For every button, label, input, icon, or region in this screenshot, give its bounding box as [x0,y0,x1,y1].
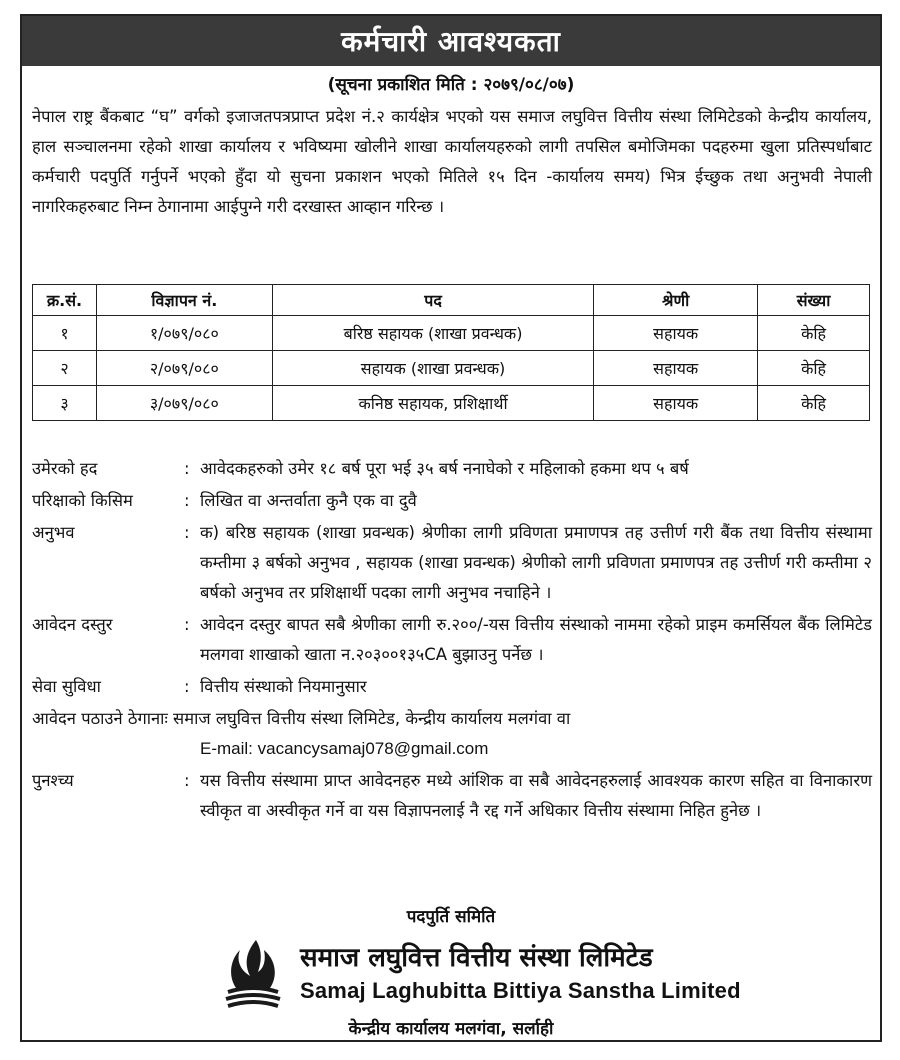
header-count: संख्या [758,285,870,316]
cell-serial: २ [33,351,97,386]
notice-title: कर्मचारी आवश्यकता [22,16,880,66]
cell-count: केहि [758,316,870,351]
cell-serial: १ [33,316,97,351]
detail-label: अनुभव [32,523,75,542]
cell-post: कनिष्ठ सहायक, प्रशिक्षार्थी [272,386,594,421]
header-level: श्रेणी [594,285,758,316]
vacancy-notice [20,14,882,1042]
detail-value: क) बरिष्ठ सहायक (शाखा प्रवन्धक) श्रेणीका लागी प्रविणता प्रमाणपत्र तह उत्तीर्ण गरी बैंक तथा वित्तीय संस्थामा कम्तीमा ३ बर्षको अनुभव , सहायक (शाखा प्रवन्धक) श्रेणीको लागी प्रविणता प्रमाणपत्र तह उत्तीर्ण गरी कम्तीमा २ बर्षको अनुभव तर प्रशिक्षार्थी पदका लागी अनुभव नचाहिने । [200,523,872,602]
header-ad-number: विज्ञापन नं. [96,285,272,316]
cell-ad-number: १/०७९/०८० [96,316,272,351]
detail-value: आवेदकहरुको उमेर १८ बर्ष पूरा भई ३५ बर्ष ननाघेको र महिलाको हकमा थप ५ बर्ष [200,459,689,478]
detail-age [32,454,872,484]
organization-name-english: Samaj Laghubitta Bittiya Sanstha Limited [300,978,741,1003]
detail-colon: : [184,615,190,634]
detail-note [32,766,872,826]
detail-facility [32,672,872,702]
detail-label: सेवा सुविधा [32,677,101,696]
cell-level: सहायक [594,316,758,351]
committee-name: पदपुर्ति समिति [406,907,496,927]
table-header-row [33,285,870,316]
detail-value: समाज लघुवित्त वित्तीय संस्था लिमिटेड, केन्द्रीय कार्यालय मलगंवा वा [173,709,571,728]
email-address[interactable]: E-mail: vacancysamaj078@gmail.com [200,739,489,758]
detail-colon: : [184,771,190,790]
detail-value: आवेदन दस्तुर बापत सबै श्रेणीका लागी रु.२००/-यस वित्तीय संस्थाको नाममा रहेको प्राइम कमर्सियल बैंक लिमिटेड मलगवा शाखाको खाता न.२०३००१३५CA बुझाउनु पर्नेछ । [200,615,872,664]
details-section [32,454,872,828]
detail-colon: : [184,523,190,542]
header-post: पद [272,285,594,316]
cell-level: सहायक [594,351,758,386]
organization-name-nepali: समाज लघुवित्त वित्तीय संस्था लिमिटेड [300,943,653,973]
organization-block [218,934,741,1016]
detail-colon: : [184,677,190,696]
detail-value: यस वित्तीय संस्थामा प्राप्त आवेदनहरु मध्ये आंशिक वा सबै आवेदनहरुलाई आवश्यक कारण सहित वा विनाकारण स्वीकृत वा अस्वीकृत गर्ने वा यस विज्ञापनलाई नै रद्द गर्ने अधिकार वित्तीय संस्थामा निहित हुनेछ । [200,771,872,820]
detail-label: उमेरको हद [32,459,98,478]
detail-label: आवेदन पठाउने ठेगानाः [32,709,168,728]
cell-count: केहि [758,351,870,386]
detail-label: आवेदन दस्तुर [32,615,113,634]
flame-logo-icon [218,936,288,1012]
cell-ad-number: २/०७९/०८० [96,351,272,386]
detail-experience [32,518,872,608]
cell-post: बरिष्ठ सहायक (शाखा प्रवन्धक) [272,316,594,351]
table-row [33,386,870,421]
cell-serial: ३ [33,386,97,421]
detail-label: पुनश्च्य [32,771,74,790]
publication-date: (सूचना प्रकाशित मिति : २०७९/०८/०७) [327,75,575,95]
cell-count: केहि [758,386,870,421]
intro-paragraph: नेपाल राष्ट्र बैंकबाट “घ” वर्गको इजाजतपत्रप्राप्त प्रदेश नं.२ कार्यक्षेत्र भएको यस समाज लघुवित्त वित्तीय संस्था लिमिटेडको केन्द्रीय कार्यालय, हाल सञ्चालनमा रहेको शाखा कार्यालय र भविष्यमा खोलीने शाखा कार्यालयहरुको लागी तपसिल बमोजिमका पदहरुमा खुला प्रतिस्पर्धाबाट कर्मचारी पदपुर्ति गर्नुपर्ने भएको हुँदा यो सुचना प्रकाशन भएको मितिले १५ दिन -कार्यालय समय) भित्र ईच्छुक तथा अनुभवी नेपाली नागरिकहरुबाट निम्न ठेगानामा आईपुग्ने गरी दरखास्त आव्हान गरिन्छ । [32,107,872,216]
detail-colon: : [184,491,190,510]
detail-fee [32,610,872,670]
detail-value: वित्तीय संस्थाको नियमानुसार [200,677,367,696]
cell-level: सहायक [594,386,758,421]
cell-post: सहायक (शाखा प्रवन्धक) [272,351,594,386]
detail-address [32,704,872,764]
email-line [32,734,872,764]
cell-ad-number: ३/०७९/०८० [96,386,272,421]
detail-value: लिखित वा अन्तर्वाता कुनै एक वा दुवै [200,491,417,510]
table-row [33,316,870,351]
vacancy-table [32,284,870,421]
detail-colon: : [184,459,190,478]
table-row [33,351,870,386]
detail-exam [32,486,872,516]
header-serial: क्र.सं. [33,285,97,316]
office-location: केन्द्रीय कार्यालय मलगंवा, सर्लाही [348,1019,554,1039]
detail-label: परिक्षाको किसिम [32,491,133,510]
